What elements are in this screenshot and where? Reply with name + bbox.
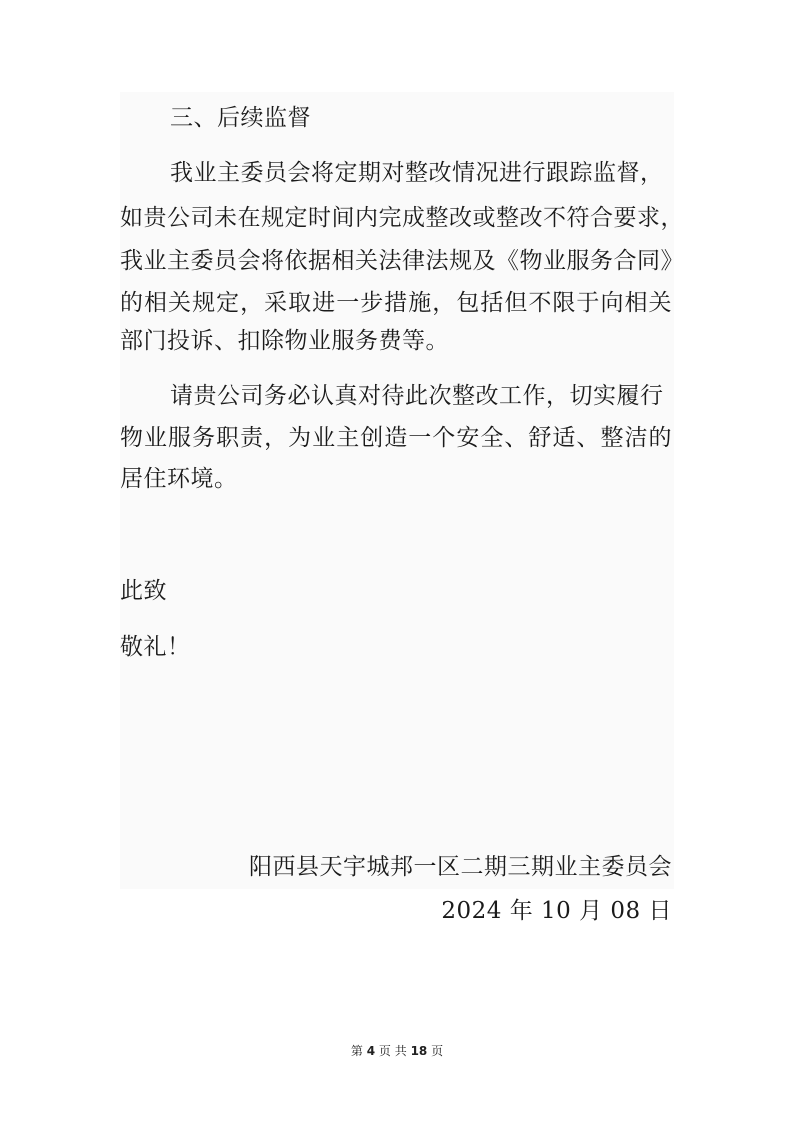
paragraph1-line4: 的相关规定，采取进一步措施，包括但不限于向相关 [120,290,672,316]
paragraph2-line2: 物业服务职责，为业主创造一个安全、舒适、整洁的 [120,425,672,451]
paragraph1-line1: 我业主委员会将定期对整改情况进行跟踪监督， [170,160,664,186]
footer-suffix: 页 [431,1044,444,1058]
paragraph1-line5: 部门投诉、扣除物业服务费等。 [120,328,449,354]
footer-middle: 页 共 [378,1044,407,1058]
page-number: 4 [366,1044,376,1058]
section-heading: 三、后续监督 [170,105,311,131]
closing-salutation: 此致 [120,578,167,604]
page-total: 18 [410,1044,428,1058]
paragraph1-line2: 如贵公司未在规定时间内完成整改或整改不符合要求， [120,205,684,231]
signature: 阳西县天宇城邦一区二期三期业主委员会 [249,854,672,880]
paragraph2-line1: 请贵公司务必认真对待此次整改工作，切实履行 [170,383,664,409]
paragraph2-line3: 居住环境。 [120,466,238,492]
closing-regards: 敬礼！ [120,634,191,660]
footer-prefix: 第 [350,1044,363,1058]
page-footer [0,1042,794,1059]
paragraph1-line3: 我业主委员会将依据相关法律法规及《物业服务合同》 [120,248,684,274]
date: 2024 年 10 月 08 日 [441,898,672,924]
